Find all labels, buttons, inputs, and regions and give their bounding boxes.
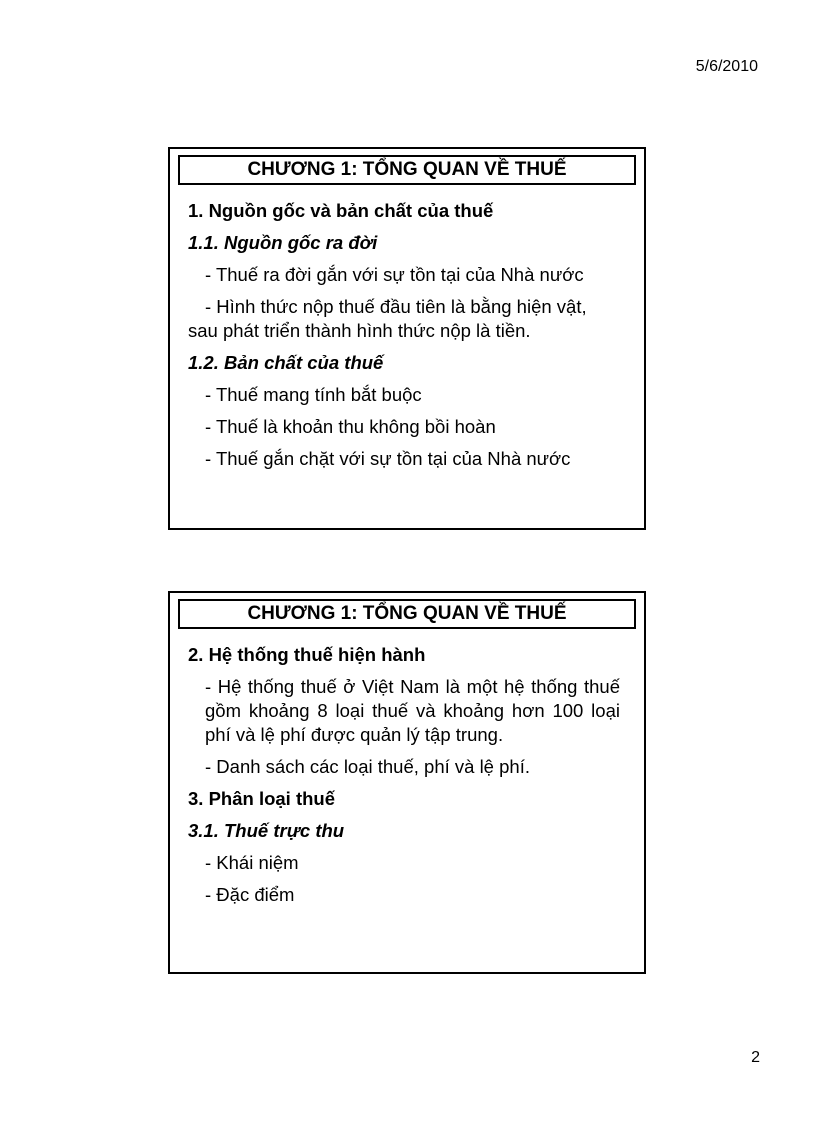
slide-1 <box>168 147 646 530</box>
subsection-heading: 1.1. Nguồn gốc ra đời <box>188 232 378 253</box>
slide-1-title: CHƯƠNG 1: TỔNG QUAN VỀ THUẾ <box>178 155 636 185</box>
subsection-heading: 1.2. Bản chất của thuế <box>188 352 384 373</box>
bullet-item: - Danh sách các loại thuế, phí và lệ phí. <box>205 756 530 777</box>
bullet-line: - Hình thức nộp thuế đầu tiên là bằng hiện vật, <box>205 296 587 317</box>
bullet-item: - Thuế là khoản thu không bồi hoàn <box>205 416 496 437</box>
section-heading: 1. Nguồn gốc và bản chất của thuế <box>188 200 494 221</box>
bullet-line: sau phát triển thành hình thức nộp là tiền. <box>188 320 531 341</box>
bullet-item: - Đặc điểm <box>205 884 295 905</box>
bullet-item-multiline <box>188 295 620 343</box>
bullet-item: - Khái niệm <box>205 852 299 873</box>
bullet-item: - Thuế gắn chặt với sự tồn tại của Nhà nước <box>205 448 571 469</box>
slide-2 <box>168 591 646 974</box>
slide-1-body <box>188 199 620 479</box>
slide-2-title: CHƯƠNG 1: TỔNG QUAN VỀ THUẾ <box>178 599 636 629</box>
bullet-item: - Hệ thống thuế ở Việt Nam là một hệ thống thuế gồm khoảng 8 loại thuế và khoảng hơn 100 loại phí và lệ phí được quản lý tập trung. <box>205 676 620 745</box>
slide-2-body <box>188 643 620 915</box>
page-number: 2 <box>751 1049 760 1066</box>
bullet-item: - Thuế ra đời gắn với sự tồn tại của Nhà nước <box>205 264 584 285</box>
section-heading: 3. Phân loại thuế <box>188 788 335 809</box>
date-label: 5/6/2010 <box>695 58 758 75</box>
section-heading: 2. Hệ thống thuế hiện hành <box>188 644 426 665</box>
bullet-item: - Thuế mang tính bắt buộc <box>205 384 422 405</box>
subsection-heading: 3.1. Thuế trực thu <box>188 820 345 841</box>
